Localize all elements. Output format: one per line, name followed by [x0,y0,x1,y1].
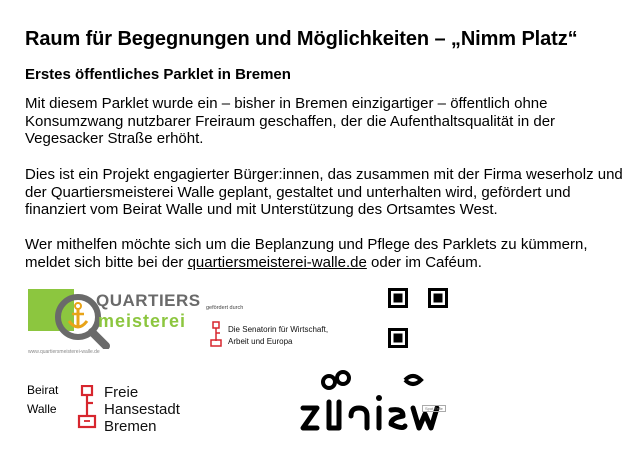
bremen-key-icon [208,321,224,347]
paragraph-intro [25,95,555,148]
paragraph-line: Dies ist ein Projekt engagierter Bürger:innen, das zusammen mit der Firma weserholz und [25,166,623,183]
logo-url: www.quartiersmeisterei-walle.de [28,349,100,355]
text-prefix: meldet sich bitte bei der [25,253,188,271]
paragraph-line: Konsumzwang nutzbarer Freiraum geschaffen, der die Aufenthaltsqualität in der [25,112,556,130]
paragraph-line: Mit diesem Parklet wurde ein – bisher in Bremen einzigartiger – öffentlich ohne [25,95,548,112]
paragraph-line: finanziert vom Beirat Walle und mit Unterstützung des Ortsamtes West. [25,201,498,218]
senatorin-line1: Die Senatorin für Wirtschaft, [228,325,329,334]
paragraph-help [25,236,588,271]
logo-word-meisterei: meisterei [98,311,187,331]
paragraph-project [25,166,623,219]
bremen-line2: Hansestadt [104,401,180,418]
paragraph-line [25,254,588,272]
bremen-key-icon [76,385,98,429]
page-title: Raum für Begegnungen und Möglichkeiten – „Nimm Platz“ [25,28,578,50]
senatorin-logo [206,305,356,355]
wsinz-logo [295,368,455,432]
qr-code-icon[interactable] [388,288,448,348]
senatorin-line2: Arbeit und Europa [228,337,293,346]
paragraph-line: Wer mithelfen möchte sich um die Beplanzung und Pflege des Parklets zu kümmern, [25,236,588,253]
bremen-line1: Freie [104,384,139,401]
beirat-line2: Walle [27,402,57,416]
website-link[interactable]: quartiersmeisterei-walle.de [187,253,367,271]
logo-word-quartiers: QUARTIERS [96,291,201,310]
wsinz-tag: Spot Erde [422,405,446,412]
paragraph-line: der Quartiersmeisterei Walle geplant, gestaltet und unterhalten wird, gefördert und [25,183,571,201]
quartiersmeisterei-logo [22,285,201,361]
paragraph-line: Vegesacker Straße erhöht. [25,130,204,147]
page-subtitle: Erstes öffentliches Parklet in Bremen [25,66,291,83]
beirat-line1: Beirat [27,383,59,397]
text-suffix: oder im Caféum. [366,253,482,271]
funded-by-label: gefördert durch [206,305,244,311]
bremen-line3: Bremen [104,418,157,435]
